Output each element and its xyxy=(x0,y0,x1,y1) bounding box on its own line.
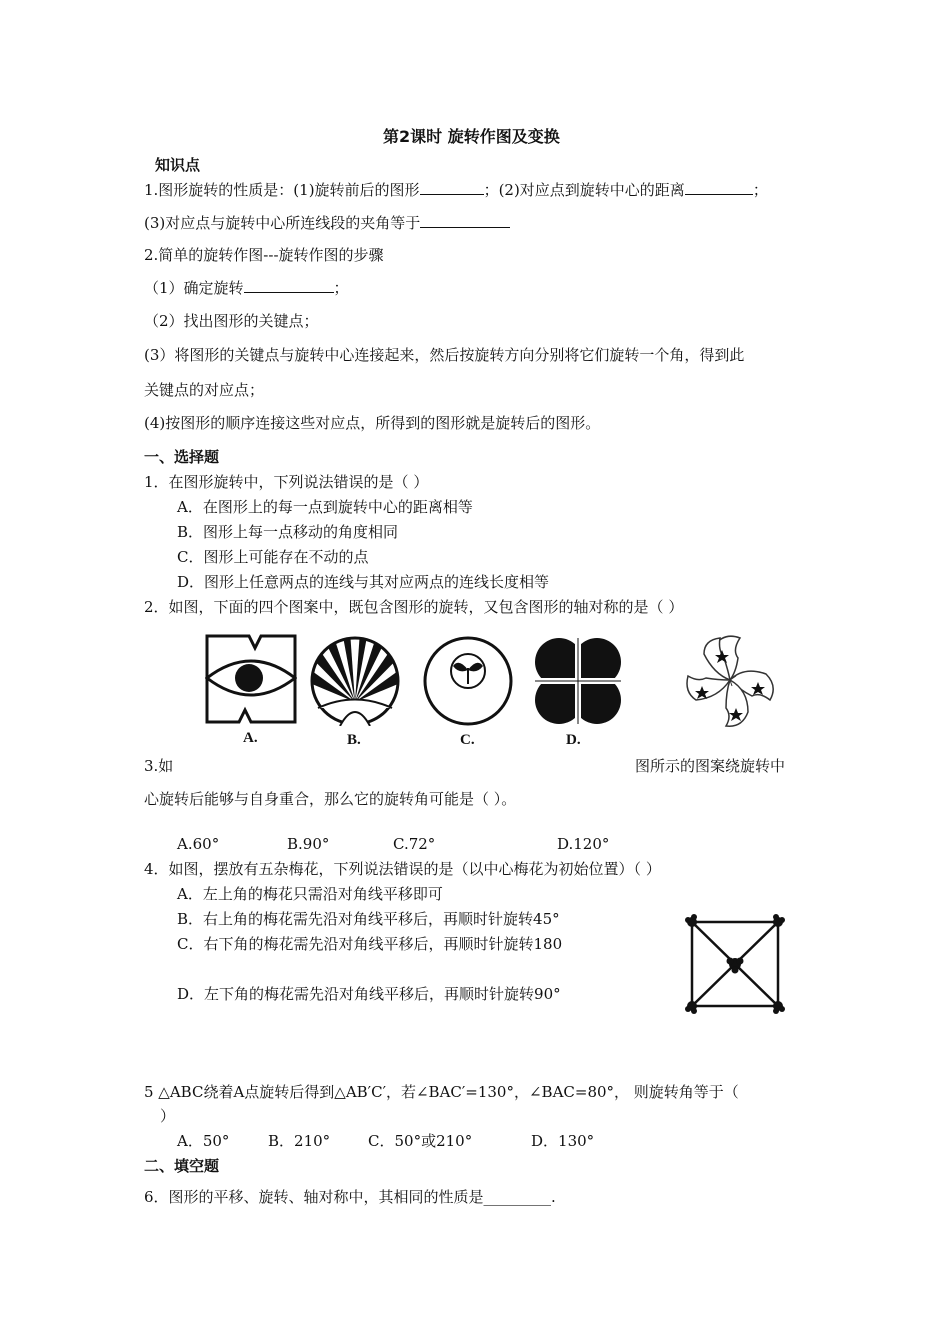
step-3a: (3）将图形的关键点与旋转中心连接起来，然后按旋转方向分别将它们旋转一个角，得到此 xyxy=(144,346,745,364)
knowledge-line-3: 2.简单的旋转作图---旋转作图的步骤 xyxy=(144,246,384,264)
step-1-text: （1）确定旋转 xyxy=(144,279,244,297)
figure-a-label: A. xyxy=(243,730,258,746)
answer-blank[interactable] xyxy=(420,213,510,228)
q5-option-a: A．50° xyxy=(177,1132,230,1150)
step-1 xyxy=(144,278,349,298)
q4-option-a: A．左上角的梅花只需沿对角线平移即可 xyxy=(177,885,443,903)
q3-option-b: B.90° xyxy=(287,835,330,853)
q4-option-c: C．右下角的梅花需先沿对角线平移后，再顺时针旋转180 xyxy=(177,935,563,953)
q3-option-d: D.120° xyxy=(557,835,610,853)
q6-stem: 6．图形的平移、旋转、轴对称中，其相同的性质是_________. xyxy=(144,1188,556,1206)
q3-stem-b: 图所示的图案绕旋转中 xyxy=(635,757,786,775)
q4-stem: 4．如图，摆放有五杂梅花，下列说法错误的是（以中心梅花为初始位置）（ ） xyxy=(144,860,661,878)
q3-stem-c: 心旋转后能够与自身重合，那么它的旋转角可能是（ ）。 xyxy=(144,790,517,808)
section-2-heading: 二、填空题 xyxy=(144,1157,220,1175)
answer-blank[interactable] xyxy=(685,180,753,195)
figure-plum-square xyxy=(684,914,786,1014)
q1-option-b: B．图形上每一点移动的角度相同 xyxy=(177,523,399,541)
section-1-heading: 一、选择题 xyxy=(144,448,220,466)
q5-stem-a: 5 △ABC绕着A点旋转后得到△AB′C′，若∠BAC′=130°，∠BAC=80°， 则旋转角等于（ xyxy=(144,1083,739,1101)
step-2: （2）找出图形的关键点； xyxy=(144,312,319,330)
knowledge-line-2 xyxy=(144,213,510,233)
q3-stem-a: 3.如 xyxy=(144,757,174,775)
figure-b-sunburst xyxy=(310,636,400,726)
q5-option-d: D．130° xyxy=(531,1132,595,1150)
q1-option-d: D．图形上任意两点的连线与其对应两点的连线长度相等 xyxy=(177,573,550,591)
q1-stem: 1．在图形旋转中，下列说法错误的是（ ） xyxy=(144,473,429,491)
q2-stem: 2．如图，下面的四个图案中，既包含图形的旋转，又包含图形的轴对称的是（ ） xyxy=(144,598,684,616)
figure-d-clover xyxy=(533,636,623,726)
answer-blank[interactable] xyxy=(244,278,334,293)
figure-a-eye xyxy=(205,634,297,724)
knowledge-line-1a: 1.图形旋转的性质是：(1)旋转前后的图形 xyxy=(144,181,420,199)
q3-option-a: A.60° xyxy=(177,835,220,853)
figure-bauhinia xyxy=(680,628,782,740)
step-3b: 关键点的对应点； xyxy=(144,381,265,399)
q1-option-c: C．图形上可能存在不动的点 xyxy=(177,548,369,566)
figure-b-label: B. xyxy=(347,732,361,748)
figure-c-label: C. xyxy=(460,732,475,748)
knowledge-line-1b: ；(2)对应点到旋转中心的距离 xyxy=(483,181,685,199)
q1-option-a: A．在图形上的每一点到旋转中心的距离相等 xyxy=(177,498,473,516)
q5-stem-b: ） xyxy=(160,1107,176,1125)
q4-option-b: B．右上角的梅花需先沿对角线平移后，再顺时针旋转45° xyxy=(177,910,560,928)
q3-option-c: C.72° xyxy=(393,835,436,853)
knowledge-line-2-text: (3)对应点与旋转中心所连线段的夹角等于 xyxy=(144,214,421,232)
q4-option-d: D．左下角的梅花需先沿对角线平移后，再顺时针旋转90° xyxy=(177,985,561,1003)
answer-blank[interactable] xyxy=(420,180,484,195)
step-4: (4)按图形的顺序连接这些对应点，所得到的图形就是旋转后的图形。 xyxy=(144,414,601,432)
q5-option-b: B．210° xyxy=(268,1132,331,1150)
q5-option-c: C．50°或210° xyxy=(368,1132,473,1150)
figure-d-label: D. xyxy=(566,732,581,748)
knowledge-heading: 知识点 xyxy=(155,156,201,174)
figure-c-sprout xyxy=(423,636,513,726)
knowledge-line-1c: ； xyxy=(752,181,768,199)
knowledge-line-1 xyxy=(144,180,768,200)
step-1-end: ； xyxy=(333,279,349,297)
page-title: 第2课时 旋转作图及变换 xyxy=(383,127,560,146)
